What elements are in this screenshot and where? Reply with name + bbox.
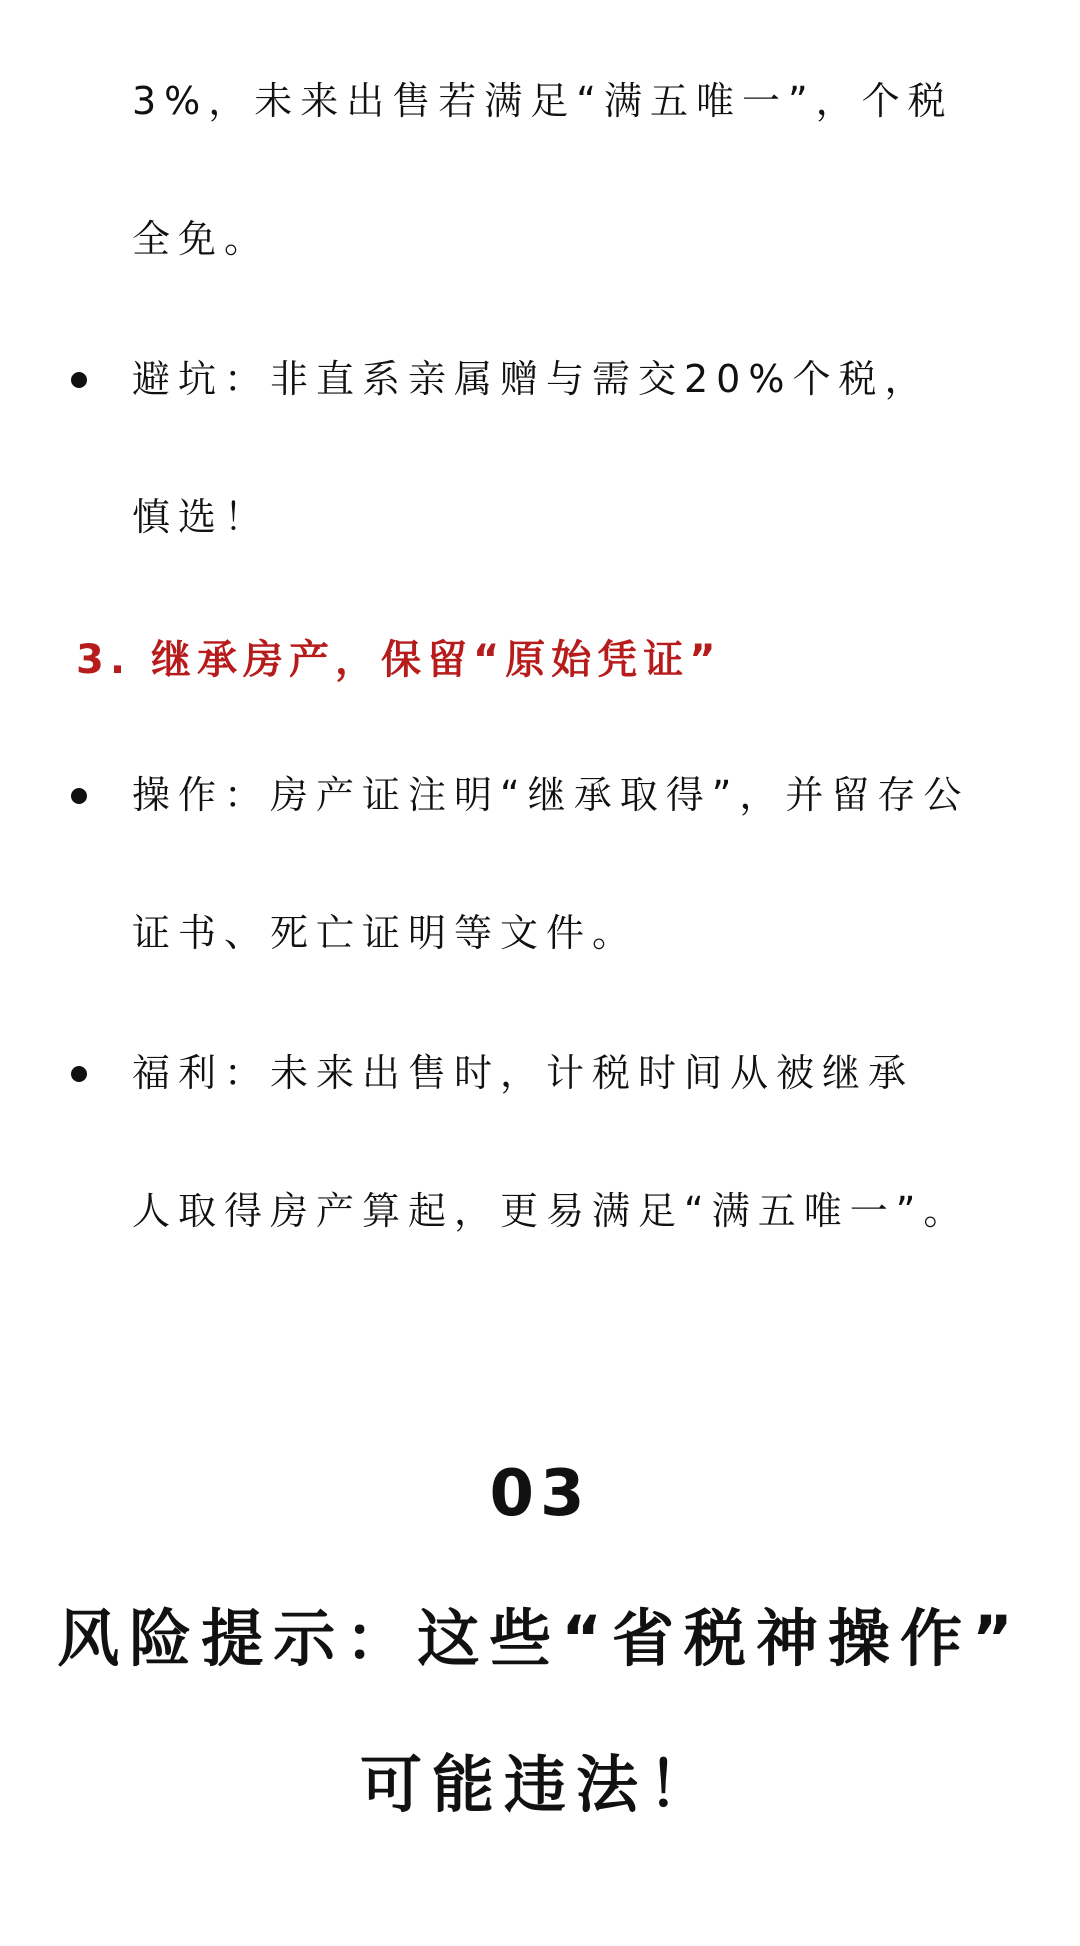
operation-line: 证书、死亡证明等文件。 (132, 911, 639, 955)
benefit-line: 人取得房产算起，更易满足“满五唯一”。 (132, 1189, 970, 1233)
section-number: 03 (489, 1457, 591, 1531)
benefit-line: 福利：未来出售时，计税时间从被继承 (132, 1051, 915, 1095)
paragraph-line: 全免。 (132, 217, 271, 261)
paragraph-line: 3%，未来出售若满足“满五唯一”，个税 (132, 79, 954, 123)
avoid-line: 避坑：非直系亲属赠与需交20%个税， (132, 357, 931, 401)
bullet-dot (71, 372, 87, 388)
subheading: 3. 继承房产，保留“原始凭证” (76, 637, 722, 683)
bullet-dot (71, 788, 87, 804)
section-title: 可能违法！ (359, 1748, 720, 1821)
avoid-line: 慎选！ (132, 495, 271, 539)
operation-line: 操作：房产证注明“继承取得”，并留存公 (132, 773, 970, 817)
bullet-dot (71, 1066, 87, 1082)
section-title: 风险提示：这些“省税神操作” (57, 1602, 1023, 1675)
